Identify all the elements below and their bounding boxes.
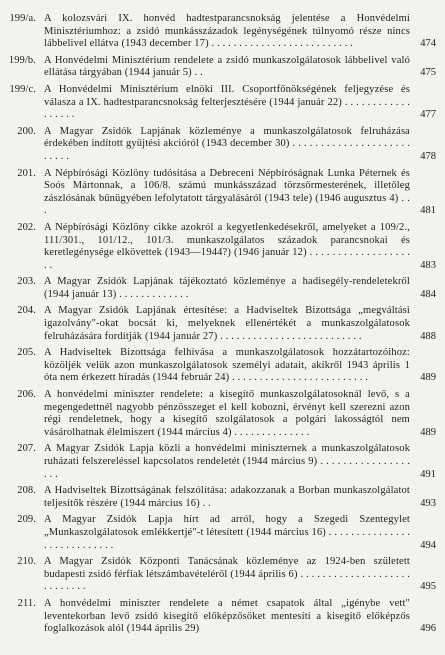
entry-number: 199/c. xyxy=(9,83,36,95)
entry-number: 201. xyxy=(17,167,36,179)
entry-page-number: 475 xyxy=(420,67,436,79)
entry-page-number: 488 xyxy=(420,330,436,342)
toc-entry xyxy=(0,598,445,636)
entry-text: A Magyar Zsidók Lapja közli a honvédelmi miniszternek a munkaszolgálatosok ruházati felszereléssel kapcsolatos rendeletét (1944 március 9) . . . . . . . . . . . . . . . . . . . xyxy=(44,443,410,480)
toc-entry xyxy=(0,514,445,552)
toc-entry xyxy=(0,276,445,301)
entry-text: A Honvédelmi Minisztérium elnöki III. Csoportfőnökségének feljegyzése és válasza a IX. hadtestparancsnokság felterjesztésére (1944 január 22) . . . . . . . . . . . . . . . . . . xyxy=(44,83,410,121)
entry-number: 210. xyxy=(17,556,36,568)
toc-entry xyxy=(0,389,445,439)
entry-page-number: 481 xyxy=(420,205,436,217)
entry-number: 200. xyxy=(17,125,36,137)
entry-number: 204. xyxy=(17,305,36,317)
entry-number: 199/a. xyxy=(9,13,36,24)
entry-text: A Magyar Zsidók Lapjának közleménye a munkaszolgálatosok felruházása érdekében indított gyűjtési akcióról (1943 december 30) . . . . . . . . . . . . . . . . . . . . . . . . . . xyxy=(44,125,410,162)
entry-text: A Népbírósági Közlöny tudósítása a Debreceni Népbíróságnak Lunka Péternek és Soós Mártonnak, a 106/8. számú munkásszázad törzsőrmesterének, illetőleg zászlósának bűnügyében lefolytatott tárgyalásáról (1943 tele) (1946 augusztus 4) . . . xyxy=(44,167,410,217)
entry-text: A Magyar Zsidók Lapjának értesítése: a Hadviseltek Bizottsága „megváltási igazolvány"-okat bocsát ki, melyeknek ellenértékét a munkaszolgálatosok felruházására fordítják (1944 január 27) . . . . . . . . . . . . . . . . . . . . . . . . . . xyxy=(44,305,410,342)
entry-text: A Hadviseltek Bizottsága felhívása a munkaszolgálatosok hozzátartozóihoz: közöljék velük azon munkaszolgálatosok személyi adatait, akikről 1943 április 1 óta nem érkezett híradás (1944 február 24) . . . . . . . . . . . . . . . . . . . . . . . . . xyxy=(44,347,410,384)
entry-text: A Magyar Zsidók Lapjának tájékoztató közleménye a hadisegély-rendeletekről (1944 január 13) . . . . . . . . . . . . . xyxy=(44,276,410,300)
entry-text: A kolozsvári IX. honvéd hadtestparancsnokság jelentése a Honvédelmi Minisztériumhoz: a zsidó munkásszázadok legénységének túlnyomó része nincs lábbelivel ellátva (1943 december 17) . . . . . . . . . . . . . . . . . . . . . . . . . . xyxy=(44,13,410,50)
entry-number: 207. xyxy=(17,443,36,455)
toc-entry xyxy=(0,13,445,51)
toc-entry xyxy=(0,347,445,385)
entry-number: 211. xyxy=(17,597,36,609)
entry-page-number: 478 xyxy=(420,150,436,162)
entry-text: A Magyar Zsidók Lapja hírt ad arról, hogy a Szegedi Szentegylet „Munkaszolgálatosok emlékkertjé"-t létesített (1944 március 16) . . . . . . . . . . . . . . . . . . . . . . . . . . . . xyxy=(44,514,410,551)
entry-page-number: 496 xyxy=(420,623,436,635)
toc-entry xyxy=(0,55,445,80)
toc-entry xyxy=(0,305,445,343)
toc-entry xyxy=(0,443,445,481)
toc-entry xyxy=(0,556,445,594)
entry-page-number: 489 xyxy=(420,372,436,384)
toc-entry xyxy=(0,485,445,510)
entry-text: A Magyar Zsidók Központi Tanácsának közleménye az 1924-ben született budapesti zsidó férfiak létszámbavételéről (1944 április 6) . . . . . . . . . . . . . . . . . . . . . . . . . . . . xyxy=(44,556,410,593)
entry-number: 208. xyxy=(17,485,36,497)
entry-number: 205. xyxy=(17,347,36,359)
toc-entry xyxy=(0,168,445,218)
entry-page-number: 477 xyxy=(420,109,436,121)
entry-number: 203. xyxy=(17,276,36,288)
entry-page-number: 491 xyxy=(420,468,436,480)
entry-page-number: 489 xyxy=(420,426,436,438)
toc-list xyxy=(0,13,445,636)
entry-text: A honvédelmi miniszter rendelete: a kisegítő munkaszolgálatosoknál levő, s a megengedettnél nagyobb pénzösszeget el kell kobozni, érvényt kell szerezni azon régi rendeletnek, hogy a kisegítő szolgálatosok a polgári lakosságtól nem vásárolhatnak élelmiszert (1944 március 4) . . . . . . . . . . . . . . xyxy=(44,389,410,438)
entry-page-number: 484 xyxy=(420,288,436,300)
entry-page-number: 494 xyxy=(420,539,436,551)
entry-number: 202. xyxy=(17,221,36,233)
entry-page-number: 495 xyxy=(420,581,436,593)
toc-entry xyxy=(0,222,445,272)
entry-text: A honvédelmi miniszter rendelete a német csapatok által „igénybe vett" leventekorban levő zsidó kisegítő előképzősöket mentesíti a kisegítő előképzős foglalkozások alól (1944 április 29) xyxy=(44,597,410,635)
entry-page-number: 483 xyxy=(420,259,436,271)
entry-number: 199/b. xyxy=(8,54,36,66)
entry-text: A Népbírósági Közlöny cikke azokról a kegyetlenkedésekről, amelyeket a 109/2., 111/301., 101/12., 101/3. munkaszolgálatos századok parancsnokai és keretlegénysége elkövettek (1943—1944?) (1946 január 12) . . . . . . . . . . . . . . . . . . . . xyxy=(44,221,410,271)
entry-number: 209. xyxy=(17,514,36,526)
toc-entry xyxy=(0,84,445,122)
entry-page-number: 493 xyxy=(420,497,436,509)
entry-number: 206. xyxy=(17,389,36,401)
entry-text: A Hadviseltek Bizottságának felszólítása: adakozzanak a Borban munkaszolgálatot teljesítők részére (1944 március 16) . . xyxy=(44,485,410,509)
toc-entry xyxy=(0,126,445,164)
entry-page-number: 474 xyxy=(420,38,436,50)
entry-text: A Honvédelmi Minisztérium rendelete a zsidó munkaszolgálatosok lábbelivel való ellátása tárgyában (1944 január 5) . . xyxy=(44,54,410,79)
